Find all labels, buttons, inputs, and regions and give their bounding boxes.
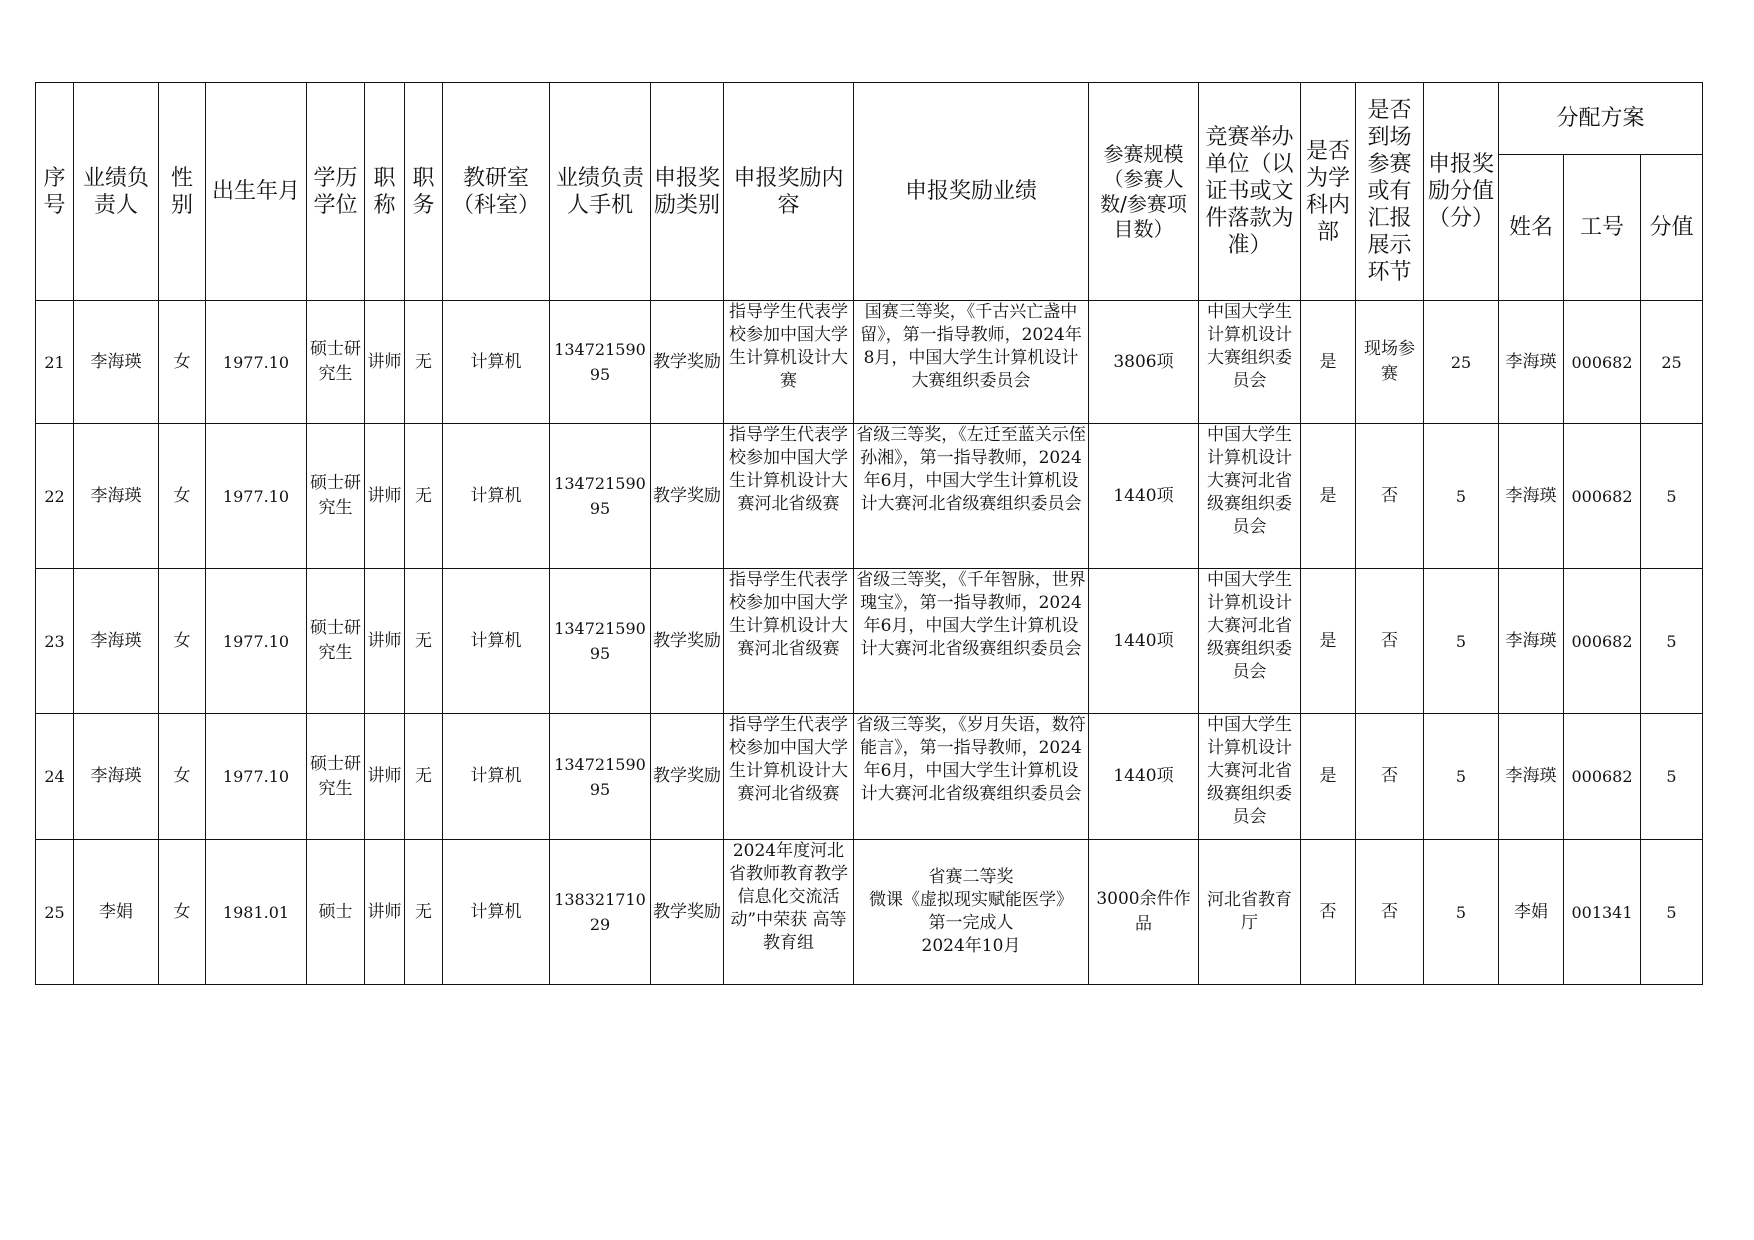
header-gender: 性别: [159, 83, 206, 301]
cell-scale: 1440项: [1089, 424, 1199, 569]
achievement-line: 省赛二等奖: [928, 867, 1014, 887]
cell-organizer-text: 中国大学生计算机设计大赛组织委员会: [1207, 302, 1292, 391]
cell-owner: 李海瑛: [74, 569, 159, 714]
cell-title: 讲师: [365, 714, 405, 840]
cell-onsite: 现场参赛: [1356, 301, 1424, 424]
cell-scale: 1440项: [1089, 714, 1199, 840]
cell-plan-id: 000682: [1564, 569, 1641, 714]
achievement-line: 第一完成人: [928, 913, 1014, 933]
header-achievement: 申报奖励业绩: [854, 83, 1089, 301]
cell-post: 无: [405, 840, 443, 985]
header-degree: 学历学位: [307, 83, 365, 301]
cell-phone: 13472159095: [550, 424, 651, 569]
cell-category: 教学奖励: [651, 301, 724, 424]
cell-internal: 是: [1301, 301, 1356, 424]
cell-plan-score: 5: [1641, 424, 1703, 569]
header-plan: 分配方案: [1499, 83, 1703, 155]
cell-organizer: [1199, 424, 1301, 569]
cell-achievement: [854, 301, 1089, 424]
cell-plan-name: 李海瑛: [1499, 301, 1564, 424]
cell-plan-name: 李海瑛: [1499, 569, 1564, 714]
cell-content: [724, 569, 854, 714]
cell-title: 讲师: [365, 569, 405, 714]
cell-plan-score: 5: [1641, 569, 1703, 714]
cell-organizer: [1199, 714, 1301, 840]
table-row: [36, 840, 1703, 985]
cell-office: 计算机: [443, 569, 550, 714]
cell-seq: 22: [36, 424, 74, 569]
cell-plan-name: 李娟: [1499, 840, 1564, 985]
header-seq: 序号: [36, 83, 74, 301]
cell-achievement: [854, 840, 1089, 985]
cell-content: [724, 301, 854, 424]
cell-scale: 3000余件作品: [1089, 840, 1199, 985]
cell-onsite: 否: [1356, 569, 1424, 714]
cell-plan-id: 000682: [1564, 301, 1641, 424]
header-birth: 出生年月: [206, 83, 307, 301]
table-row: [36, 569, 1703, 714]
cell-achievement: [854, 714, 1089, 840]
cell-organizer: [1199, 569, 1301, 714]
cell-scale: 1440项: [1089, 569, 1199, 714]
cell-internal: 是: [1301, 714, 1356, 840]
cell-phone: 13832171029: [550, 840, 651, 985]
cell-birth: 1981.01: [206, 840, 307, 985]
header-internal: 是否为学科内部: [1301, 83, 1356, 301]
cell-degree: 硕士: [307, 840, 365, 985]
header-category: 申报奖励类别: [651, 83, 724, 301]
cell-plan-score: 5: [1641, 840, 1703, 985]
cell-degree: 硕士研究生: [307, 569, 365, 714]
cell-plan-id: 001341: [1564, 840, 1641, 985]
cell-birth: 1977.10: [206, 424, 307, 569]
cell-post: 无: [405, 301, 443, 424]
cell-degree: 硕士研究生: [307, 424, 365, 569]
cell-score: 5: [1424, 840, 1499, 985]
cell-birth: 1977.10: [206, 569, 307, 714]
cell-organizer: 河北省教育厅: [1199, 840, 1301, 985]
cell-phone: 13472159095: [550, 714, 651, 840]
achievement-line: 2024年10月: [921, 936, 1021, 956]
cell-internal: 否: [1301, 840, 1356, 985]
cell-plan-score: 25: [1641, 301, 1703, 424]
table-row: [36, 714, 1703, 840]
cell-owner: 李娟: [74, 840, 159, 985]
cell-phone: 13472159095: [550, 569, 651, 714]
cell-seq: 23: [36, 569, 74, 714]
cell-title: 讲师: [365, 424, 405, 569]
cell-seq: 24: [36, 714, 74, 840]
award-table: [35, 82, 1703, 985]
cell-achievement-text: 省级三等奖，《左迁至蓝关示侄孙湘》，第一指导教师，2024年6月，中国大学生计算机设计大赛河北省级赛组织委员会: [856, 425, 1086, 514]
table-row: [36, 424, 1703, 569]
cell-achievement-text: 省级三等奖，《千年智脉，世界瑰宝》，第一指导教师，2024年6月，中国大学生计算机设计大赛河北省级赛组织委员会: [856, 570, 1086, 659]
cell-score: 5: [1424, 569, 1499, 714]
header-score: 申报奖励分值（分）: [1424, 83, 1499, 301]
header-title: 职称: [365, 83, 405, 301]
cell-content-text: 指导学生代表学校参加中国大学生计算机设计大赛河北省级赛: [729, 570, 848, 659]
cell-phone: 13472159095: [550, 301, 651, 424]
cell-content-text: 指导学生代表学校参加中国大学生计算机设计大赛河北省级赛: [729, 715, 848, 804]
achievement-line: 微课《虚拟现实赋能医学》: [869, 890, 1073, 910]
cell-onsite: 否: [1356, 840, 1424, 985]
cell-organizer-text: 中国大学生计算机设计大赛河北省级赛组织委员会: [1207, 425, 1292, 537]
cell-owner: 李海瑛: [74, 714, 159, 840]
cell-category: 教学奖励: [651, 840, 724, 985]
header-office: 教研室（科室）: [443, 83, 550, 301]
cell-content-text: 2024年度河北省教师教育教学信息化交流活动”中荣获 高等教育组: [729, 841, 848, 953]
cell-post: 无: [405, 714, 443, 840]
cell-gender: 女: [159, 840, 206, 985]
cell-achievement-text: 国赛三等奖，《千古兴亡盏中留》，第一指导教师，2024年8月，中国大学生计算机设计大赛组织委员会: [860, 302, 1082, 391]
header-phone: 业绩负责人手机: [550, 83, 651, 301]
cell-scale: 3806项: [1089, 301, 1199, 424]
cell-plan-name: 李海瑛: [1499, 424, 1564, 569]
header-scale: 参赛规模（参赛人数/参赛项目数）: [1089, 83, 1199, 301]
header-owner: 业绩负责人: [74, 83, 159, 301]
cell-degree: 硕士研究生: [307, 301, 365, 424]
header-plan-score: 分值: [1641, 155, 1703, 301]
cell-category: 教学奖励: [651, 714, 724, 840]
cell-gender: 女: [159, 424, 206, 569]
cell-internal: 是: [1301, 569, 1356, 714]
cell-content: [724, 424, 854, 569]
cell-office: 计算机: [443, 840, 550, 985]
cell-organizer-text: 中国大学生计算机设计大赛河北省级赛组织委员会: [1207, 715, 1292, 827]
header-content: 申报奖励内容: [724, 83, 854, 301]
header-post: 职务: [405, 83, 443, 301]
cell-internal: 是: [1301, 424, 1356, 569]
cell-achievement: [854, 424, 1089, 569]
cell-organizer: [1199, 301, 1301, 424]
cell-content: [724, 714, 854, 840]
cell-title: 讲师: [365, 301, 405, 424]
cell-owner: 李海瑛: [74, 301, 159, 424]
cell-post: 无: [405, 424, 443, 569]
cell-category: 教学奖励: [651, 569, 724, 714]
cell-seq: 25: [36, 840, 74, 985]
cell-score: 5: [1424, 714, 1499, 840]
cell-content-text: 指导学生代表学校参加中国大学生计算机设计大赛: [729, 302, 848, 391]
cell-plan-score: 5: [1641, 714, 1703, 840]
cell-birth: 1977.10: [206, 301, 307, 424]
cell-plan-id: 000682: [1564, 714, 1641, 840]
cell-plan-id: 000682: [1564, 424, 1641, 569]
cell-organizer-text: 中国大学生计算机设计大赛河北省级赛组织委员会: [1207, 570, 1292, 682]
header-plan-name: 姓名: [1499, 155, 1564, 301]
cell-gender: 女: [159, 301, 206, 424]
header-organizer: 竞赛举办单位（以证书或文件落款为准）: [1199, 83, 1301, 301]
cell-birth: 1977.10: [206, 714, 307, 840]
cell-office: 计算机: [443, 714, 550, 840]
cell-onsite: 否: [1356, 714, 1424, 840]
cell-office: 计算机: [443, 424, 550, 569]
cell-score: 25: [1424, 301, 1499, 424]
cell-gender: 女: [159, 714, 206, 840]
header-plan-id: 工号: [1564, 155, 1641, 301]
cell-office: 计算机: [443, 301, 550, 424]
cell-plan-name: 李海瑛: [1499, 714, 1564, 840]
cell-category: 教学奖励: [651, 424, 724, 569]
header-onsite: 是否到场参赛或有汇报展示环节: [1356, 83, 1424, 301]
cell-achievement-text: 省级三等奖，《岁月失语，数符能言》，第一指导教师，2024年6月，中国大学生计算机设计大赛河北省级赛组织委员会: [856, 715, 1086, 804]
cell-degree: 硕士研究生: [307, 714, 365, 840]
cell-seq: 21: [36, 301, 74, 424]
cell-content-text: 指导学生代表学校参加中国大学生计算机设计大赛河北省级赛: [729, 425, 848, 514]
cell-owner: 李海瑛: [74, 424, 159, 569]
cell-title: 讲师: [365, 840, 405, 985]
cell-post: 无: [405, 569, 443, 714]
cell-achievement: [854, 569, 1089, 714]
cell-onsite: 否: [1356, 424, 1424, 569]
cell-content: [724, 840, 854, 985]
cell-score: 5: [1424, 424, 1499, 569]
table-row: [36, 301, 1703, 424]
cell-gender: 女: [159, 569, 206, 714]
